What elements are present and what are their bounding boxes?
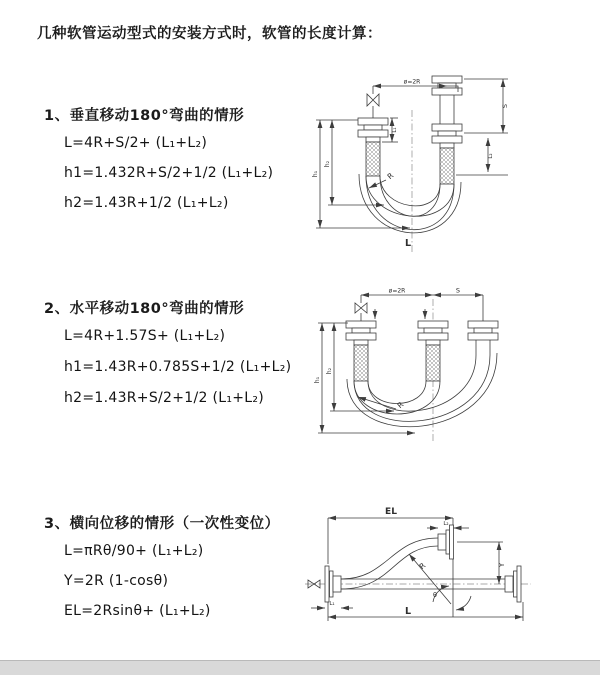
diagram2-linework <box>318 295 498 441</box>
dim-label-h1: h₁ <box>312 170 319 178</box>
diagram3-linework <box>305 518 531 621</box>
diagram-horizontal-180-bend <box>312 283 532 448</box>
diagram-vertical-180-bend <box>312 72 527 257</box>
length-label: L <box>404 238 412 249</box>
dim-label-h2: h₂ <box>326 367 333 375</box>
diagram-lateral-displacement <box>303 498 538 643</box>
section-3-formula-Y: Y=2R (1-cosθ) <box>64 573 169 589</box>
diagram1-linework <box>316 76 508 254</box>
length-label: L <box>404 606 412 617</box>
dim-label-l1: L₁ <box>392 127 398 133</box>
section-2-formula-h2: h2=1.43R+S/2+1/2 (L₁+L₂) <box>64 390 265 406</box>
section-3-heading: 3、横向位移的情形（一次性变位） <box>44 516 280 532</box>
dim-label-s: S <box>455 286 461 295</box>
section-1-formula-h2: h2=1.43R+1/2 (L₁+L₂) <box>64 195 229 211</box>
section-2-formula-h1: h1=1.43R+0.785S+1/2 (L₁+L₂) <box>64 359 292 375</box>
page-edge <box>0 660 600 675</box>
dim-label-s: S <box>501 103 509 109</box>
dim-label-2r: ø=2R <box>388 287 406 295</box>
braided-hose-section <box>354 345 368 381</box>
valve-icon <box>367 94 379 106</box>
braided-hose-section <box>440 148 454 184</box>
radius-label: R <box>385 170 396 182</box>
section-1-formula-h1: h1=1.432R+S/2+1/2 (L₁+L₂) <box>64 165 274 181</box>
dim-label-y: Y <box>498 562 506 568</box>
section-3-formula-L: L=πRθ/90+ (L₁+L₂) <box>64 543 204 559</box>
section-1-formula-L: L=4R+S/2+ (L₁+L₂) <box>64 135 208 151</box>
dim-label-h2: h₂ <box>324 160 331 168</box>
section-2-heading: 2、水平移动180°弯曲的情形 <box>44 301 245 317</box>
dim-label-2r: ø=2R <box>403 78 421 86</box>
angle-label: θ <box>433 591 437 599</box>
section-2-formula-L: L=4R+1.57S+ (L₁+L₂) <box>64 328 226 344</box>
radius-label: R <box>395 399 406 411</box>
page-title: 几种软管运动型式的安装方式时，软管的长度计算： <box>37 26 382 42</box>
valve-icon <box>355 303 367 313</box>
dim-label-l2: L₂ <box>443 521 449 527</box>
dim-label-l2: L₂ <box>488 153 494 159</box>
radius-label: R <box>417 560 428 572</box>
section-1-heading: 1、垂直移动180°弯曲的情形 <box>44 108 245 124</box>
dim-label-h1: h₁ <box>314 376 321 384</box>
dim-label-el: EL <box>385 507 397 517</box>
section-3-formula-EL: EL=2Rsinθ+ (L₁+L₂) <box>64 603 211 619</box>
braided-hose-section <box>426 345 440 381</box>
braided-hose-section <box>366 142 380 176</box>
dim-label-l1: L₁ <box>329 601 335 607</box>
